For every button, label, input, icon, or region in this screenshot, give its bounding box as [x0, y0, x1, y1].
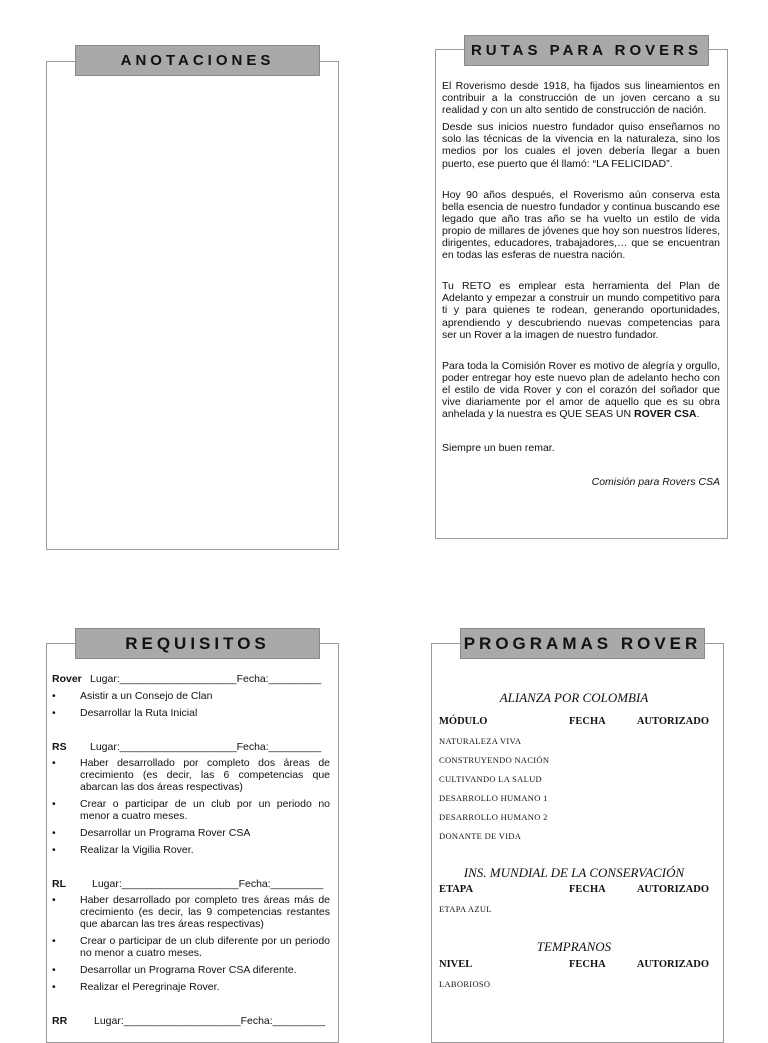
fecha-field: Fecha:_________ — [240, 1015, 326, 1027]
list-item: • Desarrollar un Programa Rover CSA diferente. — [52, 964, 330, 976]
program-title: TEMPRANOS — [536, 939, 612, 954]
list-item: • Realizar la Vigilia Rover. — [52, 844, 330, 856]
lugar-field: Lugar:____________________ — [94, 1015, 241, 1027]
lugar-field: Lugar:____________________ — [92, 878, 239, 890]
fecha-field: Fecha:_________ — [236, 673, 322, 685]
fecha-field: Fecha:_________ — [236, 741, 322, 753]
rutas-closing: Siempre un buen remar. — [442, 442, 555, 455]
module-row: DESARROLLO HUMANO 1 — [439, 793, 548, 803]
requisitos-list-rl — [52, 894, 330, 993]
module-row: DESARROLLO HUMANO 2 — [439, 812, 548, 822]
anotaciones-title: ANOTACIONES — [75, 45, 320, 76]
column-header: MÓDULO — [439, 716, 488, 727]
column-header: ETAPA — [439, 884, 474, 895]
rutas-p5-end: . — [696, 408, 700, 421]
column-header: FECHA — [569, 959, 606, 970]
column-header: AUTORIZADO — [636, 884, 709, 895]
list-item: • Desarrollar un Programa Rover CSA — [52, 827, 330, 839]
module-row: LABORIOSO — [439, 979, 491, 989]
list-item: • Realizar el Peregrinaje Rover. — [52, 981, 330, 993]
requisito-header-rover — [52, 673, 330, 685]
anotaciones-panel — [46, 61, 339, 550]
list-item: • Haber desarrollado por completo dos áreas de crecimiento (es decir, las 6 competencias que abarcan las dos áreas respectivas) — [52, 757, 330, 793]
list-item: • Crear o participar de un club por un periodo no menor a cuatro meses. — [52, 798, 330, 822]
requisitos-list-rs — [52, 757, 330, 856]
column-header: FECHA — [569, 884, 606, 895]
lugar-field: Lugar:____________________ — [90, 741, 237, 753]
rutas-signature: Comisión para Rovers CSA — [591, 476, 720, 489]
program-headers — [439, 959, 709, 970]
list-item: • Asistir a un Consejo de Clan — [52, 690, 330, 702]
rutas-p5-bold: ROVER CSA — [634, 408, 697, 421]
fecha-field: Fecha:_________ — [238, 878, 324, 890]
list-item: • Crear o participar de un club diferente por un periodo no menor a cuatro meses. — [52, 935, 330, 959]
program-title: INS. MUNDIAL DE LA CONSERVACIÓN — [463, 865, 685, 880]
rutas-paragraph — [442, 360, 720, 420]
rutas-paragraph: Hoy 90 años después, el Roverismo aún conserva esta bella esencia de nuestro fundador y continua buscando ese legado que año tras año se ha vuelto un estilo de vida propio de millares de jóvenes que hoy son nuestros líderes, dirigentes, educadores, trabajadores,… que se encuentran en todas las esferas de nuestra nación. — [442, 188, 720, 262]
lugar-field: Lugar:____________________ — [90, 673, 237, 685]
requisito-header-rl — [52, 878, 330, 890]
module-row: NATURALEZA VIVA — [439, 736, 522, 746]
requisito-level: RL — [52, 878, 66, 890]
requisito-level: RR — [52, 1015, 68, 1027]
list-item: • Desarrollar la Ruta Inicial — [52, 707, 330, 719]
requisito-level: RS — [52, 741, 67, 753]
rutas-text — [442, 80, 720, 488]
requisitos-title: REQUISITOS — [75, 628, 320, 659]
programas-title: PROGRAMAS ROVER — [460, 628, 705, 659]
programas-content — [439, 690, 709, 989]
rutas-p5-text: Para toda la Comisión Rover es motivo de alegría y orgullo, poder entregar hoy este nuevo plan de adelanto hecho con el estilo de vida Rover y con el corazón del soñador que vive diariamente por el amor de aquello que es su obra anhelada y la nuestra es QUE SEAS UN — [442, 359, 720, 421]
module-row: CONSTRUYENDO NACIÓN — [439, 755, 550, 765]
module-row: ETAPA AZUL — [439, 904, 492, 914]
requisitos-list-rover — [52, 690, 330, 719]
requisito-header-rs — [52, 741, 330, 753]
program-headers — [439, 884, 709, 895]
requisito-level: Rover — [52, 673, 82, 685]
column-header: AUTORIZADO — [636, 716, 709, 727]
list-item: • Haber desarrollado por completo tres áreas más de crecimiento (es decir, las 9 competencias restantes que abarcan las tres áreas respectivas) — [52, 894, 330, 930]
rutas-paragraph: Desde sus inicios nuestro fundador quiso enseñarnos no solo las técnicas de la vivencia en la naturaleza, sino los medios por los cuales el joven debería llegar a buen puerto, ese puerto que él llamó: “LA FELICIDAD”. — [442, 121, 720, 170]
program-headers — [439, 716, 709, 727]
column-header: AUTORIZADO — [636, 959, 709, 970]
requisitos-content — [52, 673, 330, 1027]
rutas-paragraph: Tu RETO es emplear esta herramienta del Plan de Adelanto y empezar a construir un mundo competitivo para ti y para quienes te rodean, generando oportunidades, aprendiendo y descubriendo nuevas competencias para ser un Rover a la imagen de nuestro fundador. — [442, 280, 720, 341]
requisito-header-rr — [52, 1015, 330, 1027]
module-row: DONANTE DE VIDA — [439, 831, 522, 841]
rutas-paragraph: El Roverismo desde 1918, ha fijados sus lineamientos en contribuir a la construcción de un joven cercano a su realidad y con un alto sentido de construcción de nación. — [442, 80, 720, 117]
module-row: CULTIVANDO LA SALUD — [439, 774, 542, 784]
program-title: ALIANZA POR COLOMBIA — [499, 690, 649, 705]
rutas-title: RUTAS PARA ROVERS — [464, 35, 709, 66]
column-header: NIVEL — [439, 959, 473, 970]
column-header: FECHA — [569, 716, 606, 727]
